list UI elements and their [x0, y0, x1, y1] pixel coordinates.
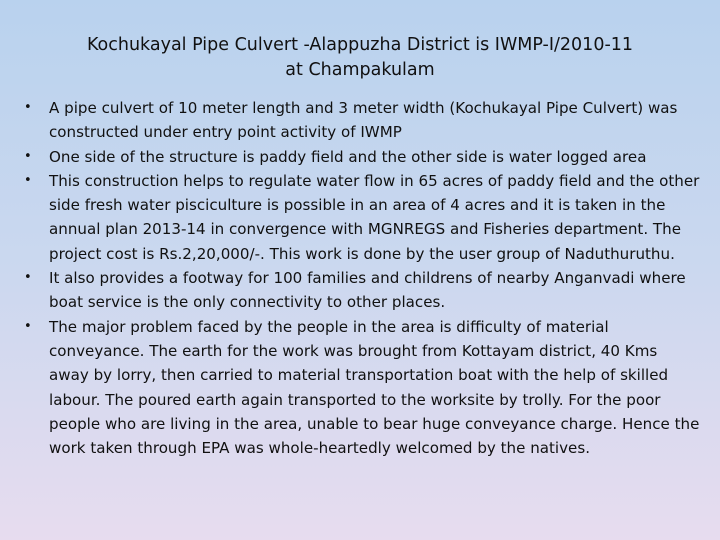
bullet-text: One side of the structure is paddy field and the other side is water logged area	[49, 147, 647, 166]
bullet-text: It also provides a footway for 100 families and childrens of nearby Anganvadi where boat service is the only connectivity to other places.	[49, 269, 686, 312]
bullet-list	[24, 96, 700, 460]
bullet-text: The major problem faced by the people in the area is difficulty of material conveyance. The earth for the work was brought from Kottayam district, 40 Kms away by lorry, then carried to material transportation boat with the help of skilled labour. The poured earth again transported to the worksite by trolly. For the poor people who are living in the area, unable to bear huge conveyance charge. Hence the work taken through EPA was whole-heartedly welcomed by the natives.	[49, 317, 700, 458]
bullet-icon: •	[24, 270, 32, 286]
title-line-1: Kochukayal Pipe Culvert -Alappuzha District is IWMP-I/2010-11	[86, 35, 634, 55]
bullet-icon: •	[24, 100, 32, 115]
bullet-icon: •	[24, 172, 32, 188]
bullet-text: This construction helps to regulate water flow in 65 acres of paddy field and the other side fresh water pisciculture is possible in an area of 4 acres and it is taken in the annual plan 2013-14 in convergence with MGNREGS and Fisheries department. The project cost is Rs.2,20,000/-. This work is done by the user group of Naduthuruthu.	[49, 171, 700, 263]
bullet-icon: •	[24, 148, 32, 164]
bullet-item	[24, 315, 700, 461]
bullet-item	[24, 96, 700, 145]
bullet-icon: •	[24, 318, 32, 334]
bullet-item	[24, 266, 700, 315]
bullet-item	[24, 169, 700, 266]
bullet-item	[24, 145, 700, 169]
slide-title	[30, 33, 690, 83]
bullet-text: A pipe culvert of 10 meter length and 3 meter width (Kochukayal Pipe Culvert) was constructed under entry point activity of IWMP	[49, 99, 678, 142]
title-line-2: at Champakulam	[285, 60, 435, 80]
